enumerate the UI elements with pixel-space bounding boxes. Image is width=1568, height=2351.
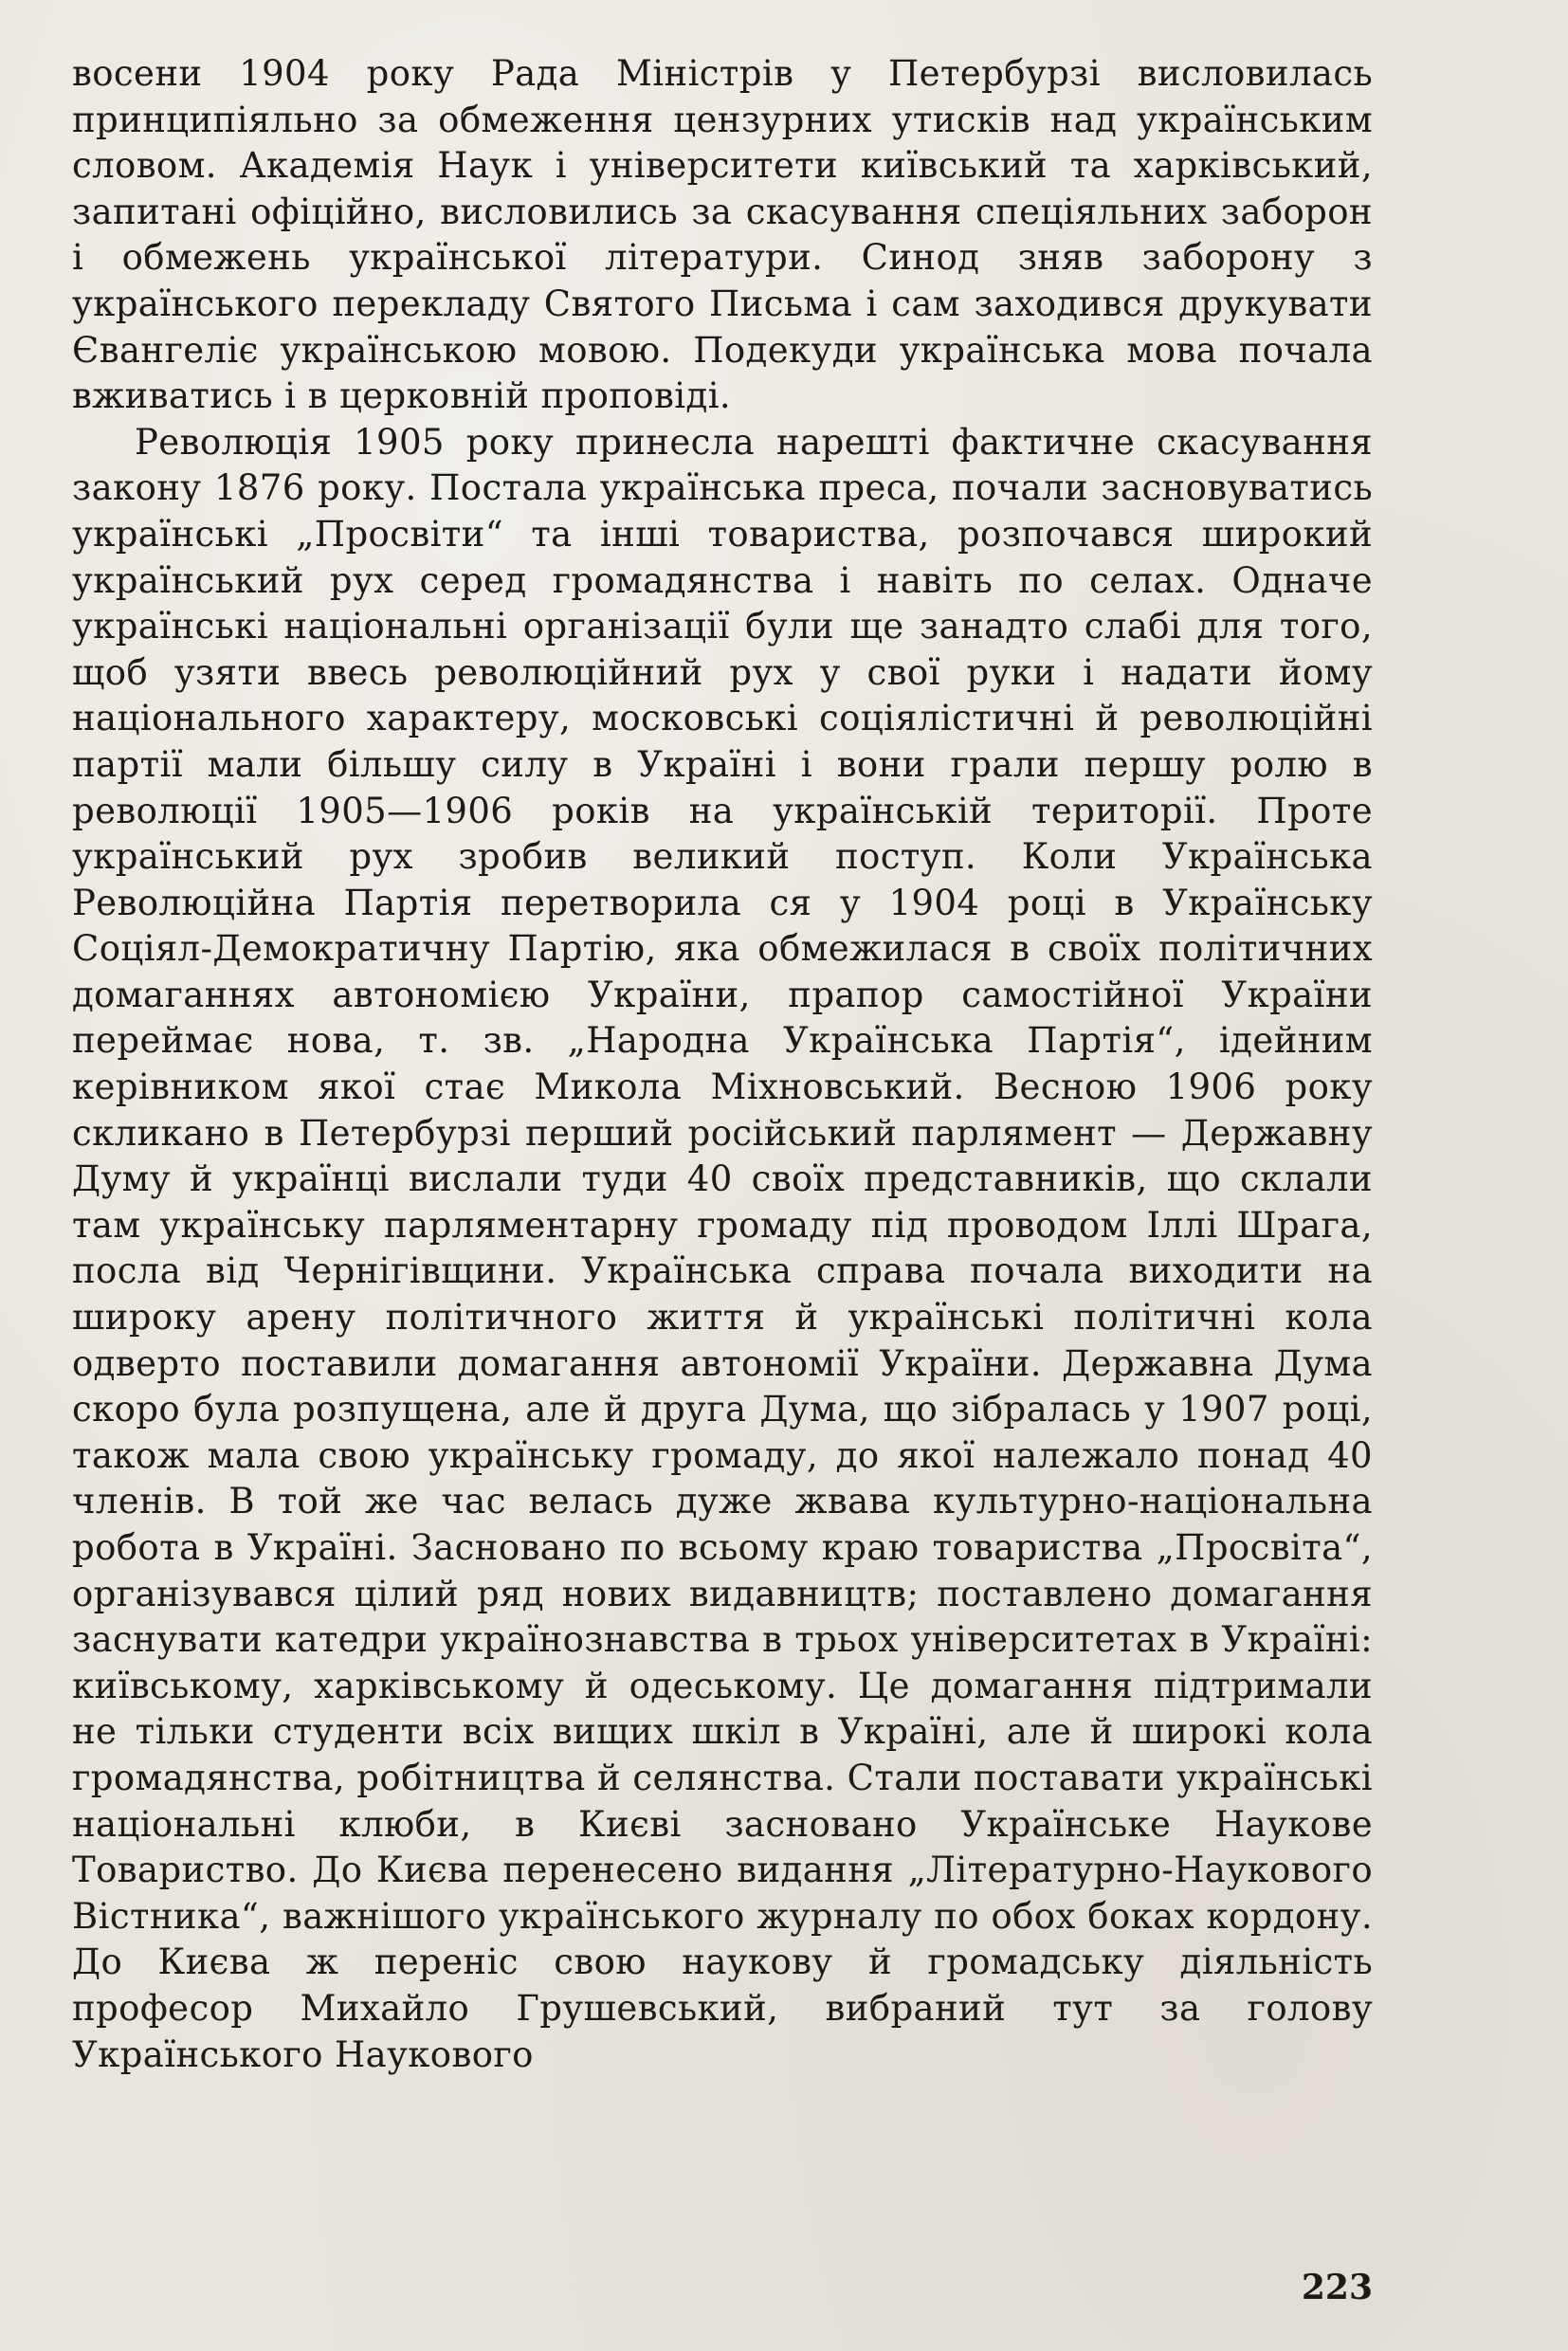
body-text xyxy=(72,51,1373,2078)
paragraph: восени 1904 року Рада Міністрів у Петербурзі висловилась принципіяльно за обмеження цензурних утисків над українським словом. Академія Наук і університети київський та харківський, запитані офіційно, висловились за скасування спеціяльних заборон і обмежень української літератури. Синод зняв заборону з українського перекладу Святого Письма і сам заходився друкувати Євангеліє українською мовою. Подекуди українська мова почала вживатись і в церковній проповіді. xyxy=(72,53,1373,417)
page-number: 223 xyxy=(1301,2268,1373,2307)
paragraph: Революція 1905 року принесла нарешті фактичне скасування закону 1876 року. Постала українська преса, почали засновуватись українські „Просвіти“ та інші товариства, розпочався широкий український рух серед громадянства і навіть по селах. Одначе українські національні організації були ще занадто слабі для того, щоб узяти ввесь революційний рух у свої руки і надати йому національного характеру, московські соціялістичні й революційні партії мали більшу силу в Україні і вони грали першу ролю в революції 1905—1906 років на українській території. Проте український рух зробив великий поступ. Коли Українська Революційна Партія перетворила ся у 1904 році в Українську Соціял-Демократичну Партію, яка обмежилася в своїх політичних домаганнях автономією України, прапор самостійної України переймає нова, т. зв. „Народна Українська Партія“, ідейним керівником якої стає Микола Міхновський. Весною 1906 року скликано в Петербурзі перший російський парлямент — Державну Думу й українці вислали туди 40 своїх представників, що склали там українську парляментарну громаду під проводом Іллі Шрага, посла від Чернігівщини. Українська справа почала виходити на широку арену політичного життя й українські політичні кола одверто поставили домагання автономії України. Державна Дума скоро була розпущена, але й друга Дума, що зібралась у 1907 році, також мала свою українську громаду, до якої належало понад 40 членів. В той же час велась дуже жвава культурно-національна робота в Україні. Засновано по всьому краю товариства „Просвіта“, організувався цілий ряд нових видавництв; поставлено домагання заснувати катедри українознавства в трьох університетах в Україні: київському, харківському й одеському. Це домагання підтримали не тільки студенти всіх вищих шкіл в Україні, але й широкі кола громадянства, робітництва й селянства. Стали поставати українські національні клюби, в Києві засновано Українське Наукове Товариство. До Києва перенесено видання „Літературно-Наукового Вістника“, важнішого українського журналу по обох боках кордону. До Києва ж переніс свою наукову й громадську діяльність професор Михайло Грушевський, вибраний тут за голову Українського Наукового xyxy=(72,421,1373,2075)
